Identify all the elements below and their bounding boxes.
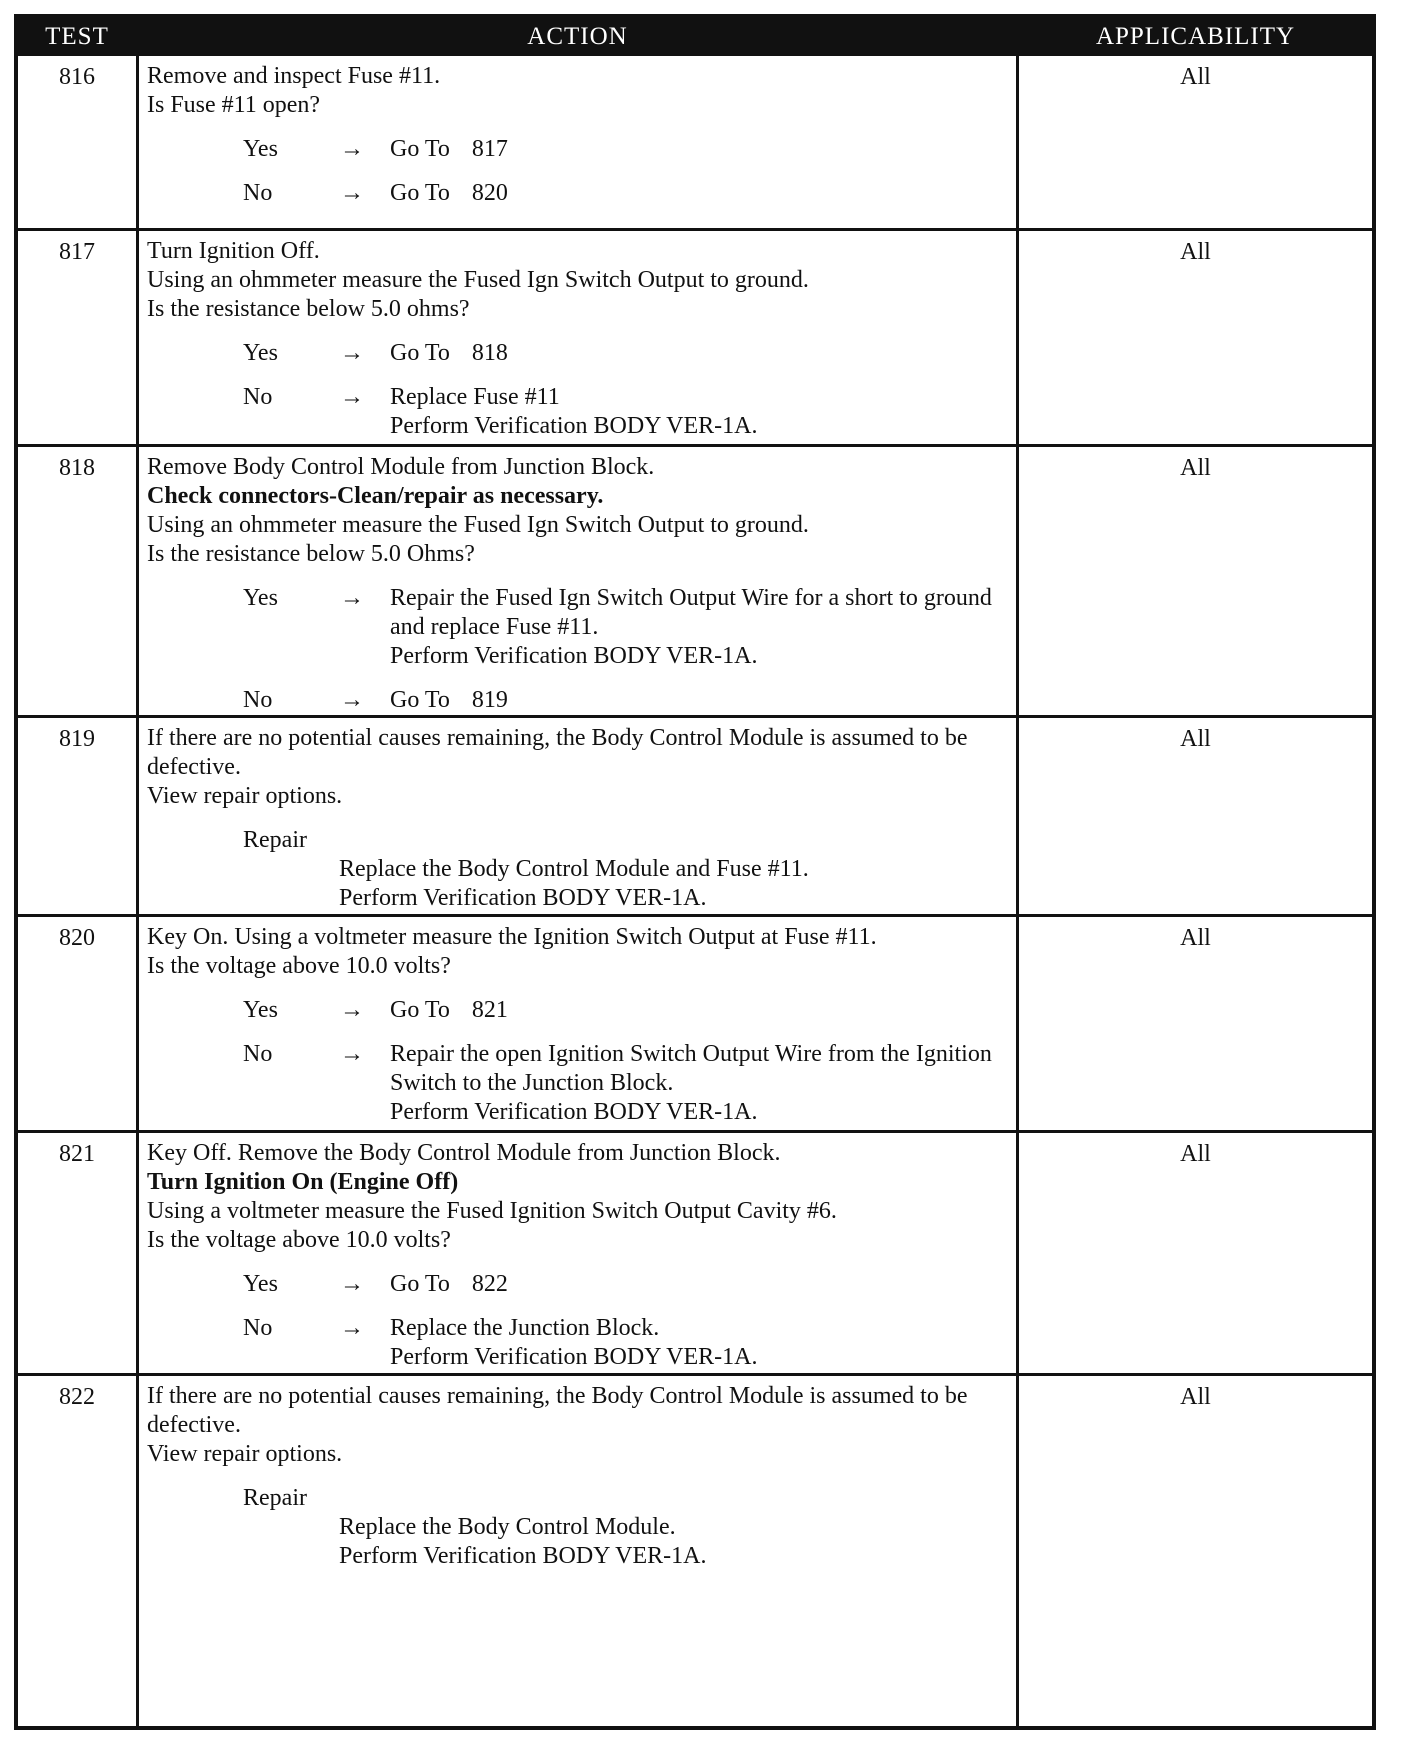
repair-line: Replace the Body Control Module and Fuse #11. (339, 856, 809, 882)
repair-title: Repair (243, 827, 307, 853)
action-cell (136, 447, 1019, 715)
column-header-applicability: APPLICABILITY (1019, 18, 1372, 56)
action-cell (136, 1133, 1019, 1373)
action-question: Is the voltage above 10.0 volts? (147, 953, 451, 979)
answer-label: No (243, 687, 273, 713)
result-line: and replace Fuse #11. (390, 614, 599, 640)
test-number: 821 (59, 1141, 95, 1167)
arrow-icon: → (340, 585, 364, 611)
goto-target: 822 (471, 1271, 508, 1297)
applicability-value: All (1180, 726, 1211, 752)
result-line: Repair the Fused Ign Switch Output Wire for a short to ground (390, 585, 992, 611)
action-question: Is the voltage above 10.0 volts? (147, 1227, 451, 1253)
result-line: Replace the Junction Block. (390, 1315, 660, 1341)
answer-no (147, 686, 1010, 715)
answer-result (390, 1040, 1010, 1127)
goto-target: 818 (471, 340, 508, 366)
answer-label: No (243, 180, 273, 206)
arrow-icon: → (340, 1315, 364, 1341)
repair-line: Perform Verification BODY VER-1A. (339, 885, 707, 911)
test-number: 818 (59, 455, 95, 481)
answer-label: No (243, 384, 273, 410)
test-number: 819 (59, 726, 95, 752)
answer-yes (147, 339, 1010, 368)
answer-label: No (243, 1315, 273, 1341)
action-line: If there are no potential causes remaining, the Body Control Module is assumed to be (147, 1383, 968, 1409)
goto-label: Go To (390, 180, 450, 206)
test-row-816 (18, 56, 1372, 231)
answer-label: Yes (243, 585, 278, 611)
goto-label: Go To (390, 1271, 450, 1297)
goto-label: Go To (390, 687, 450, 713)
answer-no (147, 1314, 1010, 1372)
answer-no (147, 383, 1010, 441)
answer-label: Yes (243, 340, 278, 366)
action-line: defective. (147, 754, 241, 780)
arrow-icon: → (340, 1271, 364, 1297)
action-line: Using an ohmmeter measure the Fused Ign Switch Output to ground. (147, 512, 809, 538)
action-line: View repair options. (147, 783, 343, 809)
test-row-822 (18, 1376, 1372, 1726)
repair-title: Repair (243, 1485, 307, 1511)
answer-result (390, 996, 1010, 1025)
column-header-action: ACTION (136, 18, 1019, 56)
test-row-820 (18, 917, 1372, 1133)
test-row-817 (18, 231, 1372, 447)
arrow-icon: → (340, 180, 364, 206)
test-number: 817 (59, 239, 95, 265)
action-question: Is the resistance below 5.0 Ohms? (147, 541, 475, 567)
test-number: 816 (59, 64, 95, 90)
answer-yes (147, 584, 1010, 671)
applicability-value: All (1180, 1384, 1211, 1410)
action-line: Key On. Using a voltmeter measure the Ignition Switch Output at Fuse #11. (147, 924, 877, 950)
action-line: Key Off. Remove the Body Control Module from Junction Block. (147, 1140, 781, 1166)
applicability-value: All (1180, 64, 1211, 90)
answer-no (147, 1040, 1010, 1127)
arrow-icon: → (340, 136, 364, 162)
action-line: Turn Ignition Off. (147, 238, 320, 264)
answer-result (390, 339, 1010, 368)
diagnostic-test-table (14, 14, 1376, 1730)
answer-label: Yes (243, 1271, 278, 1297)
arrow-icon: → (340, 687, 364, 713)
action-line: View repair options. (147, 1441, 343, 1467)
test-row-821 (18, 1133, 1372, 1376)
answer-result (390, 584, 1010, 671)
goto-target: 817 (471, 136, 508, 162)
action-line: Using a voltmeter measure the Fused Ignition Switch Output Cavity #6. (147, 1198, 837, 1224)
result-line: Perform Verification BODY VER-1A. (390, 643, 758, 669)
goto-target: 820 (471, 180, 508, 206)
answer-label: Yes (243, 997, 278, 1023)
applicability-value: All (1180, 1141, 1211, 1167)
goto-target: 821 (471, 997, 508, 1023)
test-row-819 (18, 718, 1372, 917)
action-line-bold: Check connectors-Clean/repair as necessary. (147, 483, 604, 509)
goto-label: Go To (390, 136, 450, 162)
test-number: 822 (59, 1384, 95, 1410)
answer-yes (147, 135, 1010, 164)
action-line: defective. (147, 1412, 241, 1438)
arrow-icon: → (340, 340, 364, 366)
applicability-value: All (1180, 455, 1211, 481)
action-line: Using an ohmmeter measure the Fused Ign Switch Output to ground. (147, 267, 809, 293)
goto-label: Go To (390, 997, 450, 1023)
result-line: Replace Fuse #11 (390, 384, 560, 410)
answer-label: Yes (243, 136, 278, 162)
answer-result (390, 686, 1010, 715)
answer-result (390, 179, 1010, 208)
answer-result (390, 135, 1010, 164)
arrow-icon: → (340, 384, 364, 410)
action-question: Is Fuse #11 open? (147, 92, 321, 118)
action-cell (136, 1376, 1019, 1726)
result-line: Perform Verification BODY VER-1A. (390, 1344, 758, 1370)
result-line: Perform Verification BODY VER-1A. (390, 1099, 758, 1125)
answer-result (390, 383, 1010, 441)
action-cell (136, 56, 1019, 228)
column-header-test: TEST (18, 18, 136, 56)
goto-label: Go To (390, 340, 450, 366)
action-cell (136, 917, 1019, 1130)
action-question: Is the resistance below 5.0 ohms? (147, 296, 470, 322)
result-line: Perform Verification BODY VER-1A. (390, 413, 758, 439)
action-line: Remove and inspect Fuse #11. (147, 63, 441, 89)
applicability-value: All (1180, 925, 1211, 951)
action-line-bold: Turn Ignition On (Engine Off) (147, 1169, 459, 1195)
test-row-818 (18, 447, 1372, 718)
arrow-icon: → (340, 997, 364, 1023)
answer-result (390, 1314, 1010, 1372)
action-cell (136, 718, 1019, 914)
answer-yes (147, 996, 1010, 1025)
applicability-value: All (1180, 239, 1211, 265)
answer-no (147, 179, 1010, 208)
action-line: If there are no potential causes remaining, the Body Control Module is assumed to be (147, 725, 968, 751)
arrow-icon: → (340, 1041, 364, 1067)
repair-line: Replace the Body Control Module. (339, 1514, 676, 1540)
answer-label: No (243, 1041, 273, 1067)
action-line: Remove Body Control Module from Junction Block. (147, 454, 655, 480)
goto-target: 819 (471, 687, 508, 713)
repair-line: Perform Verification BODY VER-1A. (339, 1543, 707, 1569)
result-line: Switch to the Junction Block. (390, 1070, 674, 1096)
answer-result (390, 1270, 1010, 1299)
answer-yes (147, 1270, 1010, 1299)
result-line: Repair the open Ignition Switch Output Wire from the Ignition (390, 1041, 992, 1067)
test-number: 820 (59, 925, 95, 951)
action-cell (136, 231, 1019, 444)
